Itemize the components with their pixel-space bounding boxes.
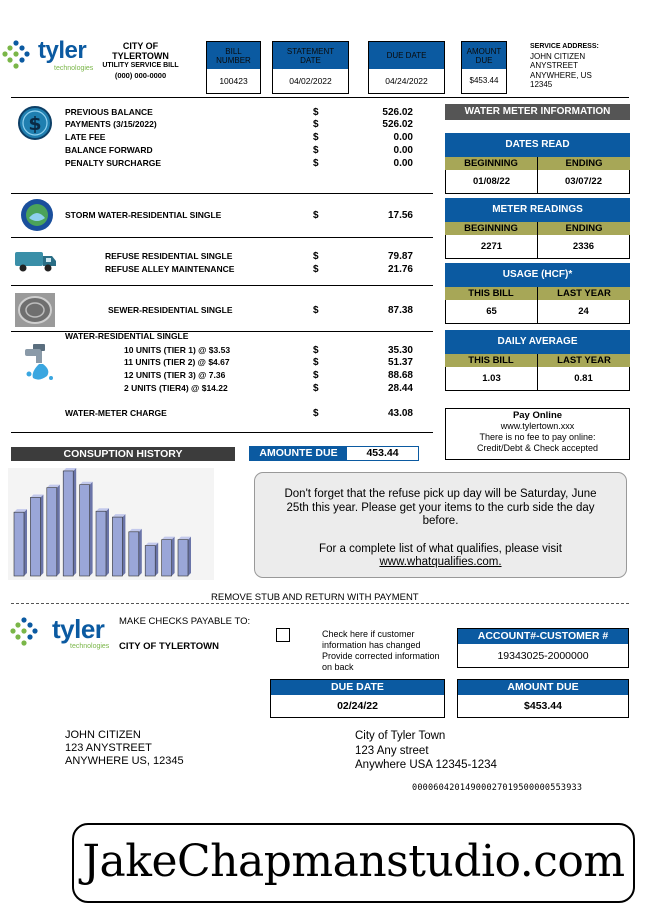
bill-number-box bbox=[206, 41, 261, 94]
remit-address bbox=[355, 729, 497, 773]
city-line-2: TYLERTOWN bbox=[112, 51, 169, 61]
usage-values bbox=[445, 300, 630, 324]
meter-readings-values bbox=[445, 235, 630, 259]
chart-bar bbox=[162, 537, 175, 576]
pay-online-line-2: Credit/Debt & Check accepted bbox=[476, 443, 599, 453]
watermark-banner bbox=[72, 823, 635, 903]
chart-bar bbox=[96, 508, 109, 576]
bill-number-label: BILL NUMBER bbox=[207, 42, 260, 69]
daily-average-table bbox=[445, 330, 630, 391]
previous-balance-label: PREVIOUS BALANCE bbox=[65, 107, 153, 117]
late-fee-label: LATE FEE bbox=[65, 132, 106, 142]
refuse-alley-amount: 21.76 bbox=[387, 264, 413, 275]
daily-average-subheader bbox=[445, 354, 630, 367]
due-date-label: DUE DATE bbox=[369, 42, 444, 69]
manhole-cover-icon bbox=[15, 293, 55, 327]
city-line-1: CITY OF bbox=[122, 41, 159, 51]
water-tier-3-amount: 88.68 bbox=[387, 370, 413, 381]
customer-address bbox=[65, 729, 184, 768]
statement-date-box bbox=[272, 41, 349, 94]
svg-text:$: $ bbox=[28, 113, 42, 135]
utility-phone: (000) 000-0000 bbox=[114, 71, 167, 80]
due-date-value: 04/24/2022 bbox=[385, 76, 428, 86]
utility-bill-label: UTILITY SERVICE BILL bbox=[102, 62, 179, 69]
info-changed-text: Check here if customer information has changed Provide corrected information on back bbox=[322, 629, 440, 672]
currency-symbol: $ bbox=[313, 107, 319, 118]
stub-due-date-box bbox=[270, 679, 445, 718]
chart-bar bbox=[14, 509, 27, 576]
amount-due-label: AMOUNT DUE bbox=[462, 42, 506, 69]
water-tier-2-amount: 51.37 bbox=[387, 357, 413, 368]
water-tier-1-amount: 35.30 bbox=[387, 345, 413, 356]
notice-box bbox=[254, 472, 627, 578]
currency-symbol: $ bbox=[313, 251, 319, 262]
usage-title: USAGE (HCF)* bbox=[445, 263, 630, 287]
date-ending: 03/07/22 bbox=[565, 176, 602, 187]
watermark-text: JakeChapmanstudio.com bbox=[82, 836, 625, 887]
col-beginning: BEGINNING bbox=[445, 157, 538, 170]
dollar-coin-icon bbox=[18, 106, 52, 140]
notice-link[interactable]: www.whatqualifies.com. bbox=[379, 556, 502, 568]
info-changed-checkbox[interactable] bbox=[276, 628, 290, 642]
usage-last-year: 24 bbox=[578, 306, 589, 317]
amount-due-main-value: 453.44 bbox=[366, 447, 399, 459]
consumption-chart-svg bbox=[8, 468, 214, 580]
currency-symbol: $ bbox=[313, 305, 319, 316]
logo-wordmark: tyler bbox=[52, 614, 105, 644]
reading-ending: 2336 bbox=[572, 241, 595, 252]
sewer-label: SEWER-RESIDENTIAL SINGLE bbox=[108, 305, 233, 315]
refuse-residential-amount: 79.87 bbox=[387, 251, 413, 262]
date-beginning: 01/08/22 bbox=[446, 170, 538, 193]
dates-read-subheader bbox=[445, 157, 630, 170]
chart-bar bbox=[80, 482, 93, 576]
currency-symbol: $ bbox=[313, 210, 319, 221]
utility-header bbox=[97, 41, 184, 81]
currency-symbol: $ bbox=[313, 357, 319, 368]
account-number-label: ACCOUNT#-CUSTOMER # bbox=[458, 629, 628, 644]
remit-name: City of Tyler Town bbox=[355, 730, 446, 742]
daily-average-values bbox=[445, 367, 630, 391]
dates-read-title: DATES READ bbox=[445, 133, 630, 157]
pay-online-box bbox=[445, 408, 630, 460]
stub-tyler-logo bbox=[10, 614, 120, 655]
refuse-residential-label: REFUSE RESIDENTIAL SINGLE bbox=[105, 251, 233, 261]
section-divider bbox=[11, 193, 433, 194]
section-divider bbox=[11, 432, 433, 433]
storm-water-amount: 17.56 bbox=[387, 210, 413, 221]
customer-city: ANYWHERE US, 12345 bbox=[65, 755, 184, 767]
stub-due-date-label: DUE DATE bbox=[271, 680, 444, 695]
currency-symbol: $ bbox=[313, 158, 319, 169]
usage-this-bill: 65 bbox=[446, 300, 538, 323]
reading-beginning: 2271 bbox=[446, 235, 538, 258]
chart-bar bbox=[178, 537, 191, 576]
refuse-alley-label: REFUSE ALLEY MAINTENANCE bbox=[105, 264, 235, 274]
notice-paragraph-1: Don't forget that the refuse pick up day will be Saturday, June 25th this year. Please get your items to the curb side the day before. bbox=[284, 488, 597, 527]
col-this-bill: THIS BILL bbox=[445, 354, 538, 367]
usage-table bbox=[445, 263, 630, 324]
tyler-logo bbox=[2, 38, 97, 76]
currency-symbol: $ bbox=[313, 119, 319, 130]
remove-stub-text: REMOVE STUB AND RETURN WITH PAYMENT bbox=[205, 592, 425, 603]
chart-bar bbox=[145, 543, 158, 576]
notice-paragraph-2: For a complete list of what qualifies, please visit bbox=[319, 542, 562, 555]
stub-amount-due-value: $453.44 bbox=[524, 700, 562, 712]
meter-readings-title: METER READINGS bbox=[445, 198, 630, 222]
garbage-truck-icon bbox=[14, 249, 58, 273]
meter-readings-subheader bbox=[445, 222, 630, 235]
daily-last-year: 0.81 bbox=[574, 373, 593, 384]
logo-subtitle: technologies bbox=[70, 643, 110, 650]
account-number-value: 19343025-2000000 bbox=[497, 650, 589, 662]
dates-read-table bbox=[445, 133, 630, 194]
section-divider bbox=[11, 237, 433, 238]
customer-name: JOHN CITIZEN bbox=[65, 729, 141, 741]
late-fee-amount: 0.00 bbox=[393, 132, 413, 143]
consumption-chart bbox=[8, 468, 214, 580]
amount-due-box bbox=[461, 41, 507, 94]
col-beginning: BEGINNING bbox=[445, 222, 538, 235]
col-ending: ENDING bbox=[565, 158, 603, 169]
water-tier-4-amount: 28.44 bbox=[387, 383, 413, 394]
stub-amount-due-label: AMOUNT DUE bbox=[458, 680, 628, 695]
currency-symbol: $ bbox=[313, 408, 319, 419]
pay-online-line-1: There is no fee to pay online: bbox=[479, 432, 596, 442]
currency-symbol: $ bbox=[313, 370, 319, 381]
tyler-dots-icon bbox=[2, 40, 36, 72]
remove-stub-line bbox=[11, 603, 629, 604]
currency-symbol: $ bbox=[313, 264, 319, 275]
tyler-dots-icon bbox=[10, 617, 44, 649]
daily-this-bill: 1.03 bbox=[446, 367, 538, 390]
storm-water-label: STORM WATER-RESIDENTIAL SINGLE bbox=[65, 210, 222, 220]
stub-due-date-value: 02/24/22 bbox=[337, 700, 378, 712]
currency-symbol: $ bbox=[313, 145, 319, 156]
ocr-scanline: 00006042014900027019500000553933 bbox=[412, 783, 583, 793]
col-last-year: LAST YEAR bbox=[557, 288, 611, 299]
meter-info-title: WATER METER INFORMATION bbox=[445, 104, 630, 120]
service-address bbox=[530, 42, 599, 90]
remit-street: 123 Any street bbox=[355, 744, 429, 757]
payments-label: PAYMENTS (3/15/2022) bbox=[65, 119, 157, 129]
logo-wordmark: tyler bbox=[38, 37, 87, 64]
payable-label: MAKE CHECKS PAYABLE TO: bbox=[119, 616, 251, 627]
consumption-history-title: CONSUPTION HISTORY bbox=[11, 447, 235, 461]
sewer-amount: 87.38 bbox=[387, 305, 413, 316]
usage-subheader bbox=[445, 287, 630, 300]
chart-bar bbox=[63, 468, 76, 576]
penalty-surcharge-label: PENALTY SURCHARGE bbox=[65, 158, 162, 168]
statement-date-label: STATEMENT DATE bbox=[273, 42, 348, 69]
water-faucet-icon bbox=[21, 342, 57, 384]
remit-city: Anywhere USA 12345-1234 bbox=[355, 759, 497, 771]
section-divider bbox=[11, 285, 433, 286]
stub-amount-due-box bbox=[457, 679, 629, 718]
currency-symbol: $ bbox=[313, 132, 319, 143]
currency-symbol: $ bbox=[313, 383, 319, 394]
daily-average-title: DAILY AVERAGE bbox=[445, 330, 630, 354]
pay-online-url[interactable]: www.tylertown.xxx bbox=[500, 421, 575, 431]
storm-water-seal-icon bbox=[20, 198, 54, 232]
chart-bar bbox=[112, 514, 125, 576]
pay-online-title: Pay Online bbox=[512, 410, 563, 421]
water-tier-4-label: 2 UNITS (TIER4) @ $14.22 bbox=[124, 383, 228, 393]
col-ending: ENDING bbox=[565, 223, 603, 234]
water-tier-1-label: 10 UNITS (TIER 1) @ $3.53 bbox=[124, 345, 231, 355]
amount-due-value: $453.44 bbox=[469, 76, 499, 85]
customer-street: 123 ANYSTREET bbox=[65, 742, 152, 754]
payments-amount: 526.02 bbox=[382, 119, 413, 130]
water-tier-2-label: 11 UNITS (TIER 2) @ $4.67 bbox=[124, 357, 230, 367]
chart-bar bbox=[129, 529, 142, 576]
dates-read-values bbox=[445, 170, 630, 194]
meter-readings-table bbox=[445, 198, 630, 259]
account-number-box bbox=[457, 628, 629, 668]
water-section-title: WATER-RESIDENTIAL SINGLE bbox=[65, 331, 189, 341]
water-tier-3-label: 12 UNITS (TIER 3) @ 7.36 bbox=[124, 370, 226, 380]
water-meter-charge-amount: 43.08 bbox=[387, 408, 413, 419]
penalty-surcharge-amount: 0.00 bbox=[393, 158, 413, 169]
col-last-year: LAST YEAR bbox=[557, 355, 611, 366]
service-line-1: JOHN CITIZEN bbox=[530, 51, 586, 61]
water-meter-charge-label: WATER-METER CHARGE bbox=[65, 408, 167, 418]
balance-forward-amount: 0.00 bbox=[393, 145, 413, 156]
service-address-label: SERVICE ADDRESS: bbox=[530, 43, 599, 50]
chart-bar bbox=[30, 494, 43, 576]
logo-subtitle: technologies bbox=[54, 65, 94, 72]
header-divider bbox=[11, 97, 629, 98]
previous-balance-amount: 526.02 bbox=[382, 107, 413, 118]
statement-date-value: 04/02/2022 bbox=[289, 76, 332, 86]
amount-due-box-main bbox=[249, 446, 419, 461]
amount-due-main-label: AMOUNTE DUE bbox=[250, 447, 347, 460]
chart-bar bbox=[47, 485, 60, 576]
due-date-box bbox=[368, 41, 445, 94]
service-line-3: ANYWHERE, US bbox=[530, 70, 592, 80]
col-this-bill: THIS BILL bbox=[445, 287, 538, 300]
payable-to: CITY OF TYLERTOWN bbox=[119, 641, 219, 652]
service-line-2: ANYSTREET bbox=[530, 61, 579, 70]
currency-symbol: $ bbox=[313, 345, 319, 356]
balance-forward-label: BALANCE FORWARD bbox=[65, 145, 153, 155]
bill-number-value: 100423 bbox=[219, 76, 248, 86]
service-line-4: 12345 bbox=[530, 80, 553, 89]
